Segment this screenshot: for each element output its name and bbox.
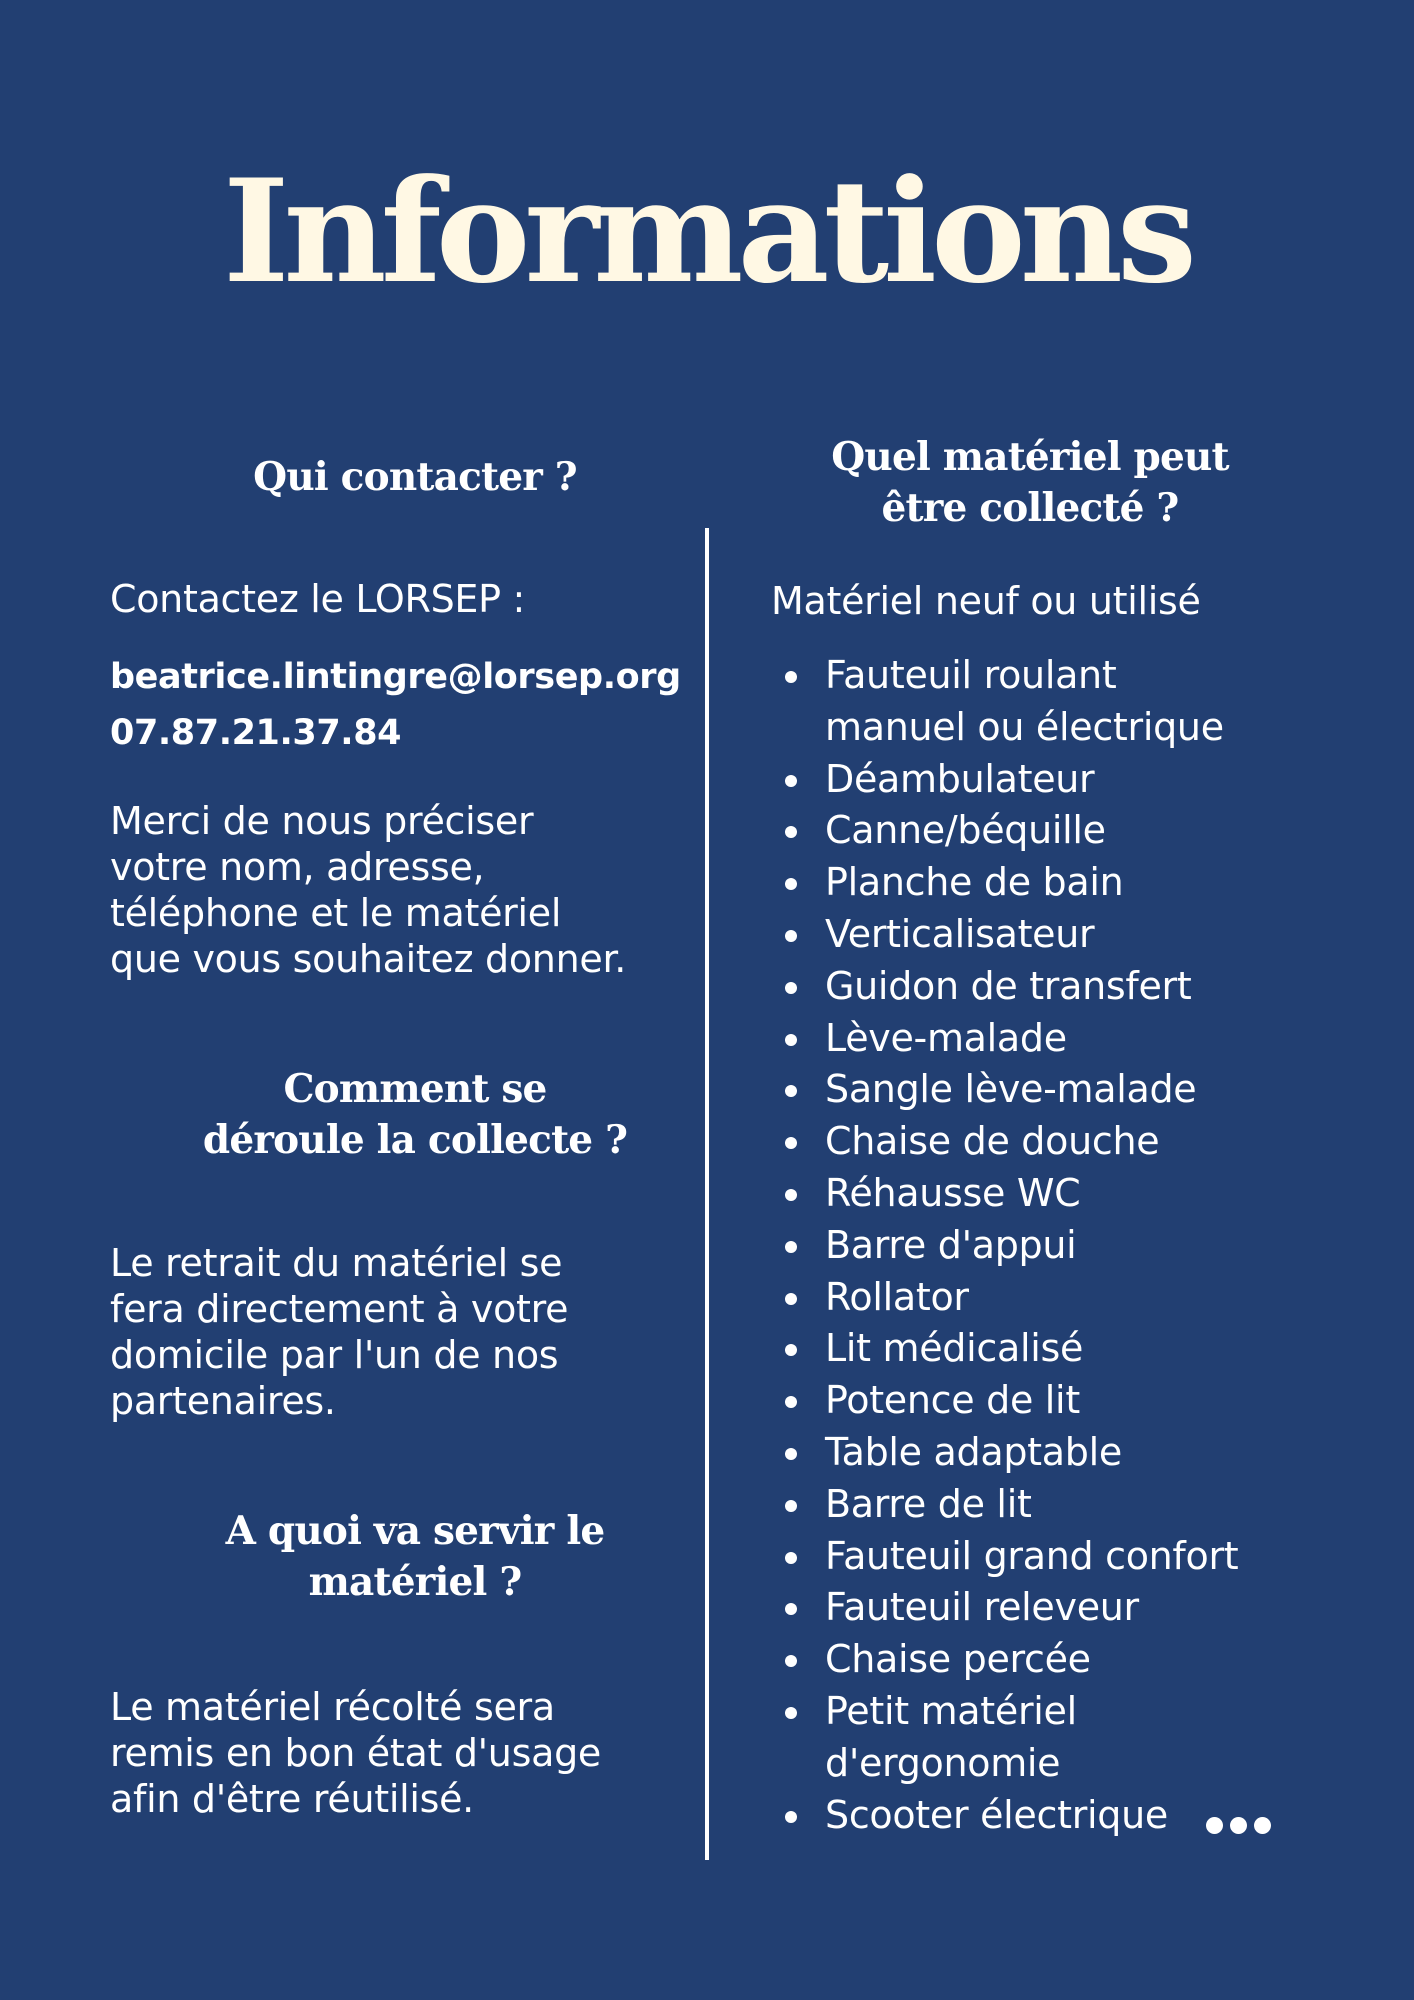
equipment-heading-line: Quel matériel peut bbox=[831, 434, 1229, 480]
collection-text-line: partenaires. bbox=[110, 1379, 336, 1423]
collection-text-line: Le retrait du matériel se bbox=[110, 1241, 563, 1285]
equipment-heading bbox=[770, 432, 1290, 534]
equipment-list-item bbox=[771, 1427, 1371, 1479]
equipment-list-item bbox=[771, 650, 1371, 754]
equipment-list-item bbox=[771, 1686, 1371, 1790]
equipment-item-text: Petit matériel bbox=[825, 1688, 1077, 1733]
ellipsis-dot bbox=[1230, 1817, 1247, 1834]
collection-heading-line: Comment se bbox=[283, 1066, 547, 1112]
equipment-list-item bbox=[771, 1013, 1371, 1065]
equipment-list bbox=[771, 650, 1371, 1841]
equipment-item-text: Sangle lève-malade bbox=[825, 1067, 1197, 1112]
contact-heading bbox=[110, 452, 720, 503]
equipment-list-item bbox=[771, 1582, 1371, 1634]
contact-instructions-line: téléphone et le matériel bbox=[110, 891, 562, 935]
equipment-item-text: Fauteuil releveur bbox=[825, 1585, 1139, 1630]
contact-instructions bbox=[110, 798, 730, 982]
equipment-item-text: Fauteuil roulant bbox=[825, 653, 1117, 697]
equipment-list-item bbox=[771, 1375, 1371, 1427]
equipment-list-item bbox=[771, 1116, 1371, 1168]
equipment-item-text: Fauteuil grand confort bbox=[825, 1533, 1239, 1578]
purpose-heading-line: matériel ? bbox=[308, 1559, 522, 1605]
equipment-list-item bbox=[771, 1272, 1371, 1324]
equipment-list-item bbox=[771, 1479, 1371, 1531]
equipment-item-text: Table adaptable bbox=[825, 1429, 1122, 1474]
equipment-item-text: Barre d'appui bbox=[825, 1222, 1077, 1267]
equipment-list-item bbox=[771, 1168, 1371, 1220]
equipment-item-text: Guidon de transfert bbox=[825, 963, 1192, 1008]
collection-heading bbox=[110, 1064, 720, 1166]
equipment-item-text: Rollator bbox=[825, 1274, 969, 1319]
equipment-list-item bbox=[771, 1790, 1371, 1842]
equipment-item-text: Canne/béquille bbox=[825, 808, 1106, 853]
equipment-item-text: Lève-malade bbox=[825, 1015, 1067, 1060]
purpose-text bbox=[110, 1684, 730, 1822]
equipment-item-text: Scooter électrique bbox=[825, 1792, 1168, 1837]
purpose-text-line: remis en bon état d'usage bbox=[110, 1731, 601, 1775]
equipment-item-text: Verticalisateur bbox=[825, 911, 1095, 956]
collection-text-line: domicile par l'un de nos bbox=[110, 1333, 559, 1377]
contact-email[interactable]: beatrice.lintingre@lorsep.org bbox=[110, 657, 681, 697]
purpose-heading-line: A quoi va servir le bbox=[225, 1508, 605, 1554]
equipment-list-item bbox=[771, 1064, 1371, 1116]
equipment-item-text: Barre de lit bbox=[825, 1481, 1032, 1526]
ellipsis-dot bbox=[1254, 1817, 1271, 1834]
equipment-item-text: Déambulateur bbox=[825, 756, 1095, 801]
contact-instructions-line: votre nom, adresse, bbox=[110, 845, 485, 889]
ellipsis-icon bbox=[1206, 1817, 1271, 1834]
equipment-intro: Matériel neuf ou utilisé bbox=[771, 579, 1201, 623]
contact-intro: Contactez le LORSEP : bbox=[110, 577, 526, 621]
equipment-list-item bbox=[771, 1220, 1371, 1272]
equipment-list-item bbox=[771, 961, 1371, 1013]
purpose-heading bbox=[110, 1506, 720, 1608]
collection-text-line: fera directement à votre bbox=[110, 1287, 569, 1331]
page-title: Informations bbox=[223, 149, 1191, 315]
equipment-list-item bbox=[771, 1323, 1371, 1375]
equipment-list-item bbox=[771, 1634, 1371, 1686]
contact-instructions-line: que vous souhaitez donner. bbox=[110, 937, 627, 981]
purpose-text-line: Le matériel récolté sera bbox=[110, 1685, 555, 1729]
equipment-list-item bbox=[771, 909, 1371, 961]
contact-phone[interactable]: 07.87.21.37.84 bbox=[110, 713, 402, 753]
ellipsis-dot bbox=[1206, 1817, 1223, 1834]
equipment-list-item bbox=[771, 805, 1371, 857]
equipment-item-text: Potence de lit bbox=[825, 1378, 1080, 1423]
equipment-list-item bbox=[771, 754, 1371, 806]
equipment-item-text: Chaise percée bbox=[825, 1637, 1091, 1682]
column-divider bbox=[705, 528, 709, 1860]
equipment-item-text: Planche de bain bbox=[825, 860, 1124, 905]
equipment-list-item bbox=[771, 857, 1371, 909]
equipment-item-text: Réhausse WC bbox=[825, 1170, 1081, 1215]
equipment-list-item bbox=[771, 1531, 1371, 1583]
equipment-heading-line: être collecté ? bbox=[881, 485, 1179, 531]
purpose-text-line: afin d'être réutilisé. bbox=[110, 1777, 474, 1821]
collection-heading-line: déroule la collecte ? bbox=[202, 1117, 628, 1163]
equipment-item-text: Lit médicalisé bbox=[825, 1326, 1084, 1371]
equipment-item-text: Chaise de douche bbox=[825, 1119, 1160, 1164]
contact-heading-text: Qui contacter ? bbox=[253, 454, 577, 500]
equipment-item-text: manuel ou électrique bbox=[825, 704, 1224, 749]
equipment-item-text: d'ergonomie bbox=[825, 1740, 1061, 1785]
contact-instructions-line: Merci de nous préciser bbox=[110, 799, 534, 843]
collection-text bbox=[110, 1240, 730, 1424]
